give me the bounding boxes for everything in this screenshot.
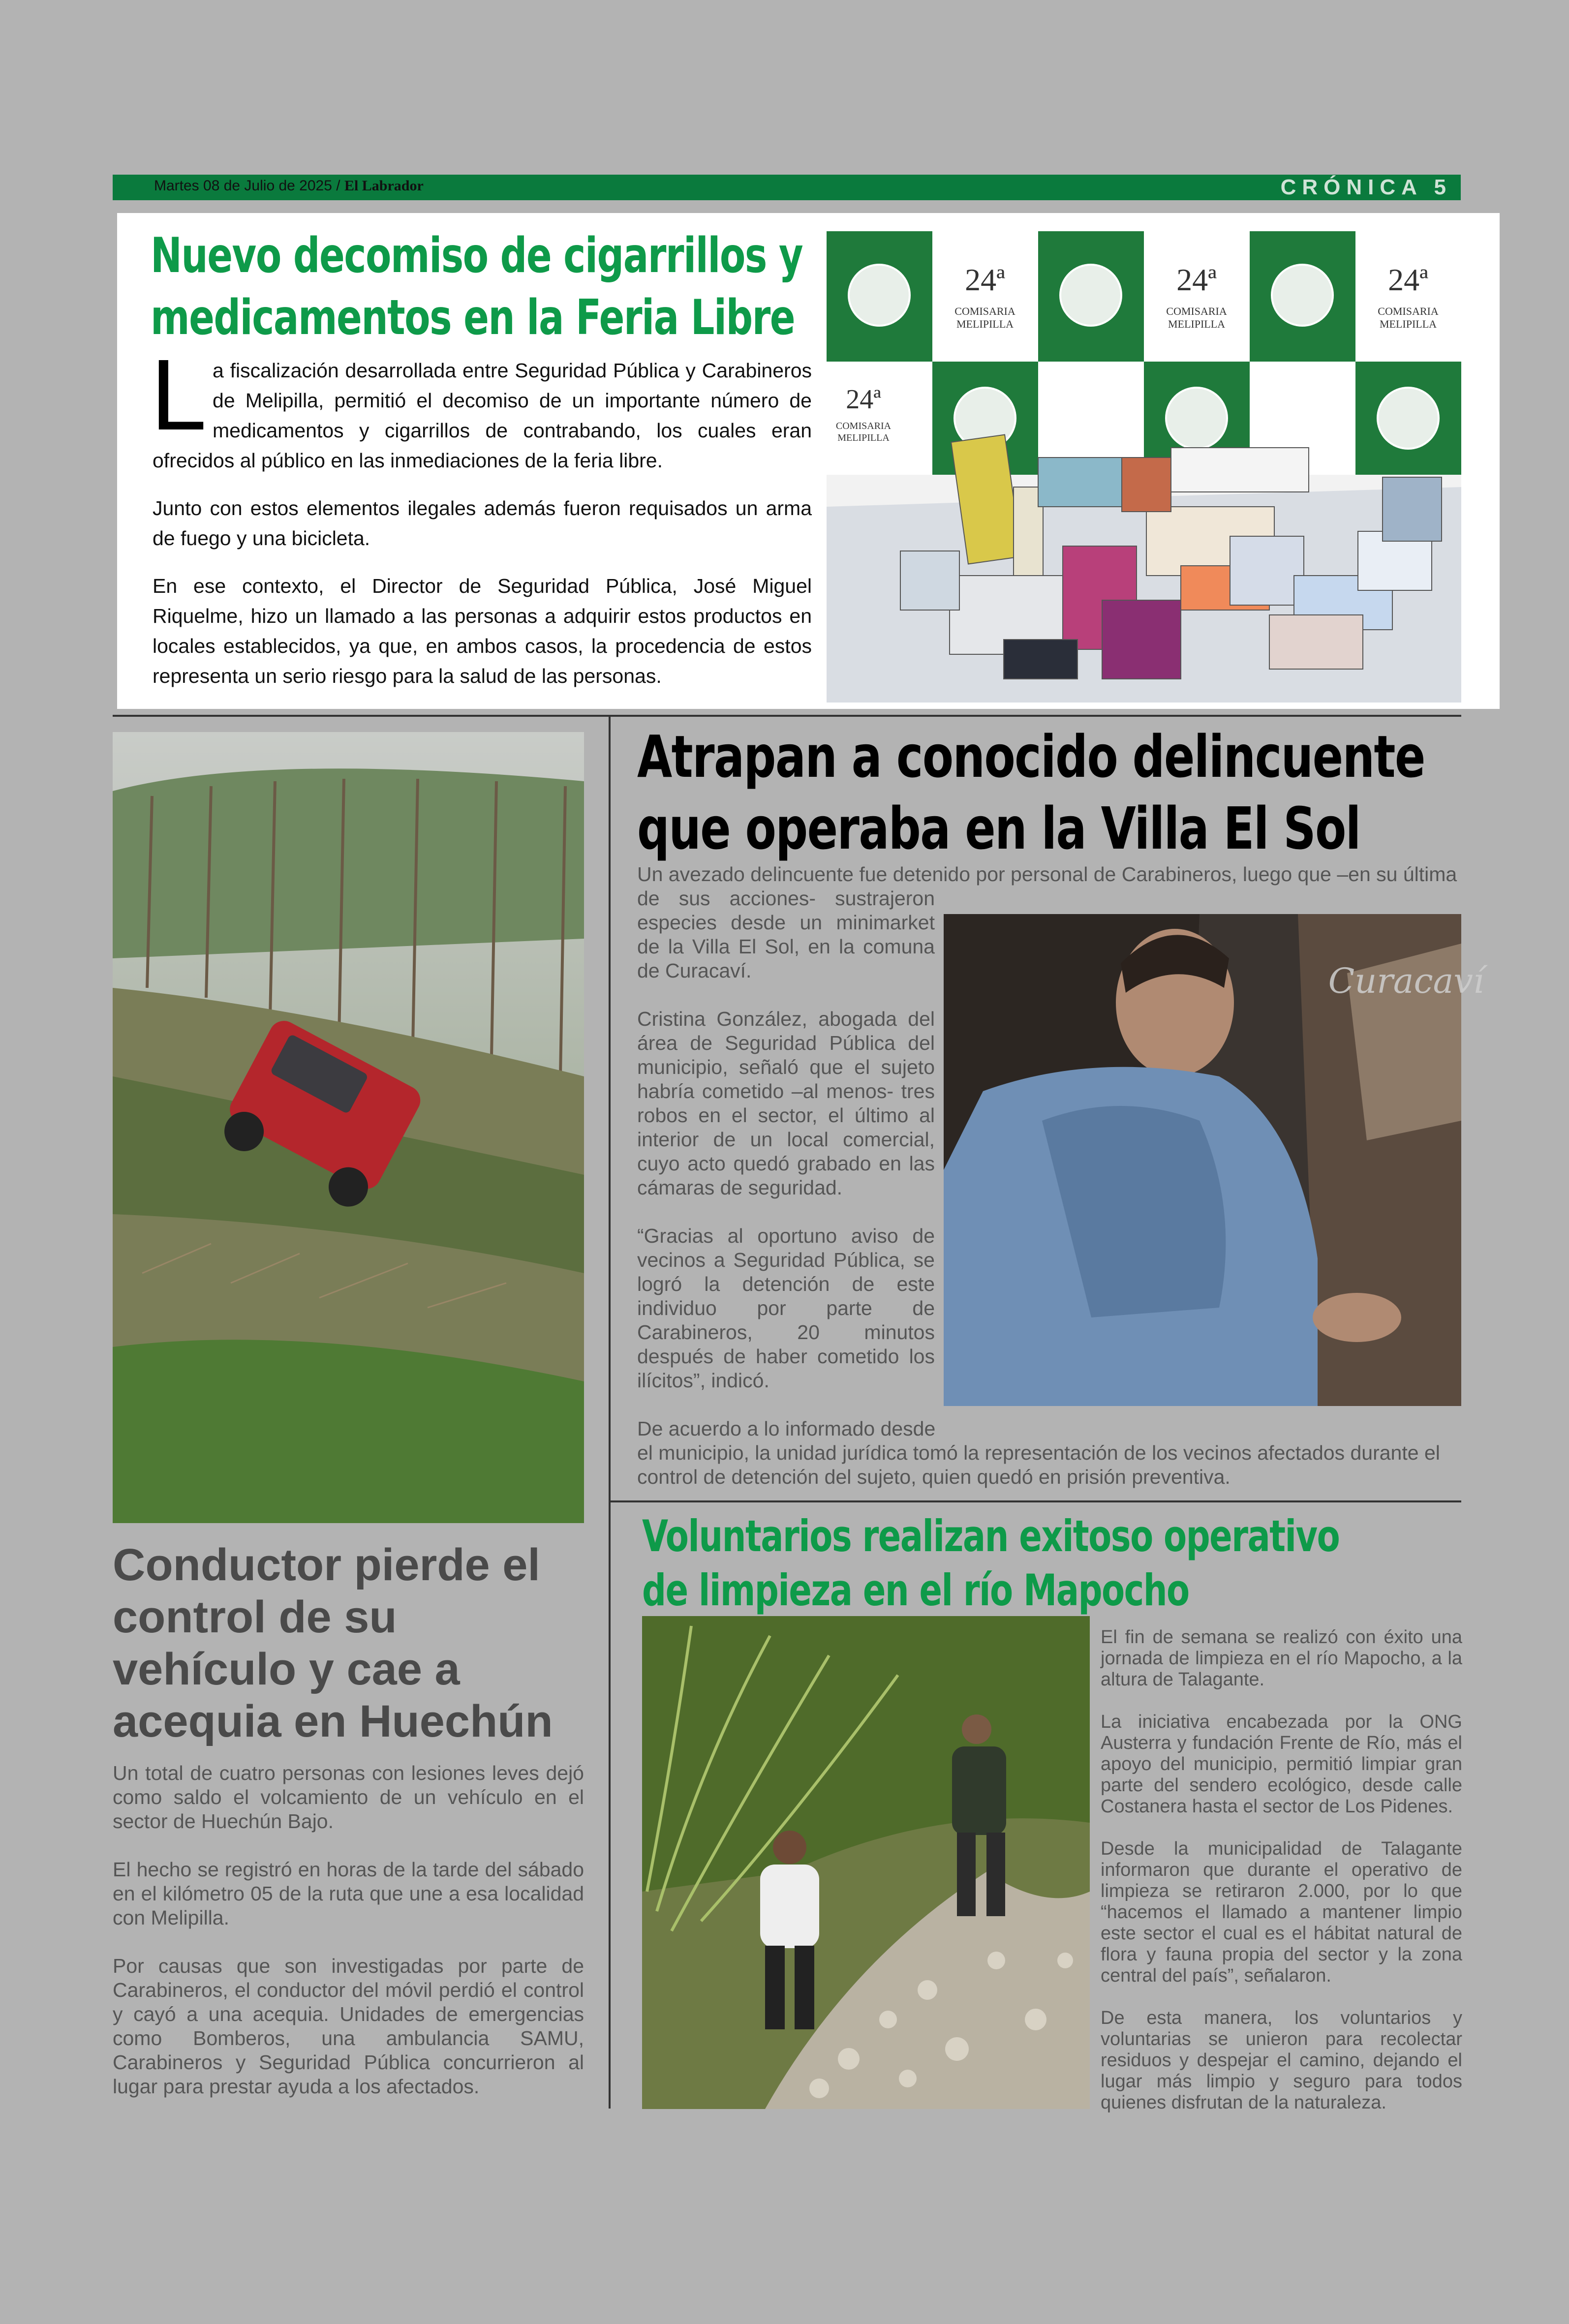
seized-goods-illustration xyxy=(827,231,1461,703)
story4-headline xyxy=(642,1509,1339,1618)
story2-column xyxy=(637,887,935,1417)
story1-body xyxy=(151,338,812,709)
story1-p1-text: a fiscalización desarrollada entre Seguridad Pública y Carabineros de Melipilla, permitió el decomiso de un importante número de medicamentos y cigarrillos de contrabando, los cuales eran ofrecidos al público en las inmediaciones de la feria libre. xyxy=(153,359,812,472)
overturned-car-illustration xyxy=(113,732,584,1523)
divider-right xyxy=(610,1500,1461,1502)
tile-line1-d: COMISARIA xyxy=(835,421,892,431)
tile-number-d: 24ª xyxy=(846,384,881,415)
header-dateline xyxy=(154,178,424,194)
story2-closing-line1: De acuerdo a lo informado desde xyxy=(637,1417,936,1440)
tile-line1-c: COMISARIA xyxy=(1378,305,1439,317)
story2-closing xyxy=(637,1417,1461,1489)
story1-paragraph-1 xyxy=(151,338,812,476)
story4-paragraph-3: Desde la municipalidad de Talagante informaron que durante el operativo de limpieza se retiraron 2.000, por lo que “hacemos el llamado a mantener limpio este sector el cual es el hábitat natural de flora y fauna propia del sector y la zona central del país”, señalaron. xyxy=(1101,1838,1462,1986)
photo-watermark: Curacaví xyxy=(1328,961,1484,1001)
tile-line1-a: COMISARIA xyxy=(954,305,1015,317)
story4-paragraph-1: El fin de semana se realizó con éxito una jornada de limpieza en el río Mapocho, a la altura de Talagante. xyxy=(1101,1627,1462,1690)
divider-top xyxy=(113,715,1461,717)
story2-paragraph-3: “Gracias al oportuno aviso de vecinos a Seguridad Pública, se logró la detención de este individuo por parte de Carabineros, 20 minutos después de haber cometido los ilícitos”, indicó. xyxy=(637,1224,935,1392)
header-publication: El Labrador xyxy=(344,178,424,194)
story3-paragraph-3: Por causas que son investigadas por parte de Carabineros, el conductor del móvil perdió el control y cayó a una acequia. Unidades de emergencias como Bomberos, una ambulancia SAMU, Carabineros y Seguridad Pública concurrieron al lugar para prestar ayuda a los afectados. xyxy=(113,1955,584,2098)
river-cleanup-illustration xyxy=(642,1616,1090,2109)
detainee-photo xyxy=(944,914,1484,1406)
divider-vertical xyxy=(609,715,611,2109)
river-cleanup-photo xyxy=(642,1616,1090,2109)
story3-headline-line3: vehículo y cae a xyxy=(113,1644,460,1694)
story2-headline-line1: Atrapan a conocido delincuente xyxy=(637,723,1425,791)
tile-line2-c: MELIPILLA xyxy=(1379,318,1437,330)
story3-paragraph-2: El hecho se registró en horas de la tarde del sábado en el kilómetro 05 de la ruta que une a esa localidad con Melipilla. xyxy=(113,1858,584,1929)
story2-headline xyxy=(637,721,1425,864)
tile-line2-a: MELIPILLA xyxy=(956,318,1014,330)
header-separator: / xyxy=(336,178,340,194)
tile-line1-b: COMISARIA xyxy=(1166,305,1227,317)
tile-line2-d: MELIPILLA xyxy=(837,432,890,443)
tile-number-b: 24ª xyxy=(1176,262,1217,297)
story2-headline-line2: que operaba en la Villa El Sol xyxy=(637,795,1360,862)
story3-headline xyxy=(113,1539,585,1747)
story1-headline-line1: Nuevo decomiso de cigarrillos y xyxy=(151,228,803,284)
story1-paragraph-2: Junto con estos elementos ilegales además fueron requisados un arma de fuego y una bicicleta. xyxy=(153,497,812,550)
story3-headline-line2: control de su xyxy=(113,1592,397,1642)
drop-cap: L xyxy=(151,338,207,451)
story4-headline-line2: de limpieza en el río Mapocho xyxy=(642,1565,1189,1616)
story1-headline xyxy=(151,225,802,349)
story4-body xyxy=(1101,1627,1462,2135)
story1-paragraph-3: En ese contexto, el Director de Seguridad Pública, José Miguel Riquelme, hizo un llamado a las personas a adquirir estos productos en locales establecidos, ya que, en ambos casos, la procedencia de estos representa un serio riesgo para la salud de las personas. xyxy=(153,575,812,687)
story3-headline-line4: acequia en Huechún xyxy=(113,1696,553,1746)
story4-paragraph-4: De esta manera, los voluntarios y voluntarias se unieron para recolectar residuos y despejar el camino, dejando el lugar más limpio y seguro para todos quienes disfrutan de la naturaleza. xyxy=(1101,2008,1462,2113)
story3-headline-line1: Conductor pierde el xyxy=(113,1540,540,1590)
story4-paragraph-2: La iniciativa encabezada por la ONG Austerra y fundación Frente de Río, más el apoyo del municipio, permitió limpiar gran parte del sendero ecológico, desde calle Costanera hasta el sector de Los Pidenes. xyxy=(1101,1712,1462,1817)
story3-body xyxy=(113,1761,584,2123)
story2-closing-rest: el municipio, la unidad jurídica tomó la representación de los vecinos afectados durante el control de detención del sujeto, quien quedó en prisión preventiva. xyxy=(637,1441,1440,1488)
story2-lede: Un avezado delincuente fue detenido por personal de Carabineros, luego que –en su última xyxy=(637,863,1457,886)
detainee-illustration xyxy=(944,914,1484,1406)
header-date: Martes 08 de Julio de 2025 xyxy=(154,178,332,194)
page-header-bar xyxy=(113,175,1461,200)
story4-headline-line1: Voluntarios realizan exitoso operativo xyxy=(642,1511,1340,1561)
tile-line2-b: MELIPILLA xyxy=(1168,318,1226,330)
story3-paragraph-1: Un total de cuatro personas con lesiones leves dejó como saldo el volcamiento de un vehículo en el sector de Huechún Bajo. xyxy=(113,1762,584,1833)
seized-goods-photo xyxy=(827,231,1461,703)
story1-headline-line2: medicamentos en la Feria Libre xyxy=(151,290,795,346)
backdrop-tiles xyxy=(827,231,1461,475)
story2-paragraph-2: Cristina González, abogada del área de Seguridad Pública del municipio, señaló que el sujeto habría cometido –al menos- tres robos en el sector, el último al interior de un local comercial, cuyo acto quedó grabado en las cámaras de seguridad. xyxy=(637,1008,935,1199)
tile-number-c: 24ª xyxy=(1388,262,1428,297)
overturned-car-photo xyxy=(113,732,584,1523)
tile-number-a: 24ª xyxy=(965,262,1005,297)
story2-paragraph-1: de sus acciones- sustrajeron especies desde un minimarket de la Villa El Sol, en la comuna de Curacaví. xyxy=(637,887,935,982)
section-label: CRÓNICA 5 xyxy=(1280,175,1452,199)
